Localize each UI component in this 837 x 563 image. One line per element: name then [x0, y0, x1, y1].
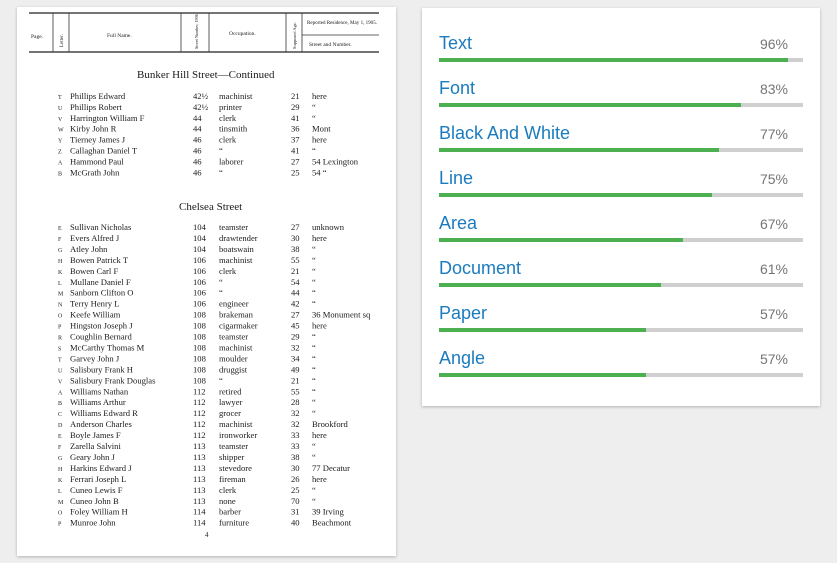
table-row — [58, 441, 316, 451]
row-letter: S — [58, 346, 62, 353]
row-name: Coughlin Bernard — [70, 331, 132, 342]
row-residence: “ — [312, 342, 316, 353]
row-residence: “ — [312, 375, 316, 386]
row-occupation: druggist — [219, 364, 248, 375]
table-row — [58, 146, 316, 156]
row-age: 29 — [291, 331, 300, 342]
row-residence: here — [312, 430, 327, 441]
section-title-bunker-hill: Bunker Hill Street—Continued — [137, 69, 275, 81]
label-name[interactable]: Area — [439, 213, 478, 233]
row-residence: “ — [312, 265, 316, 276]
row-street-number: 104 — [193, 243, 206, 254]
row-letter: R — [58, 335, 63, 342]
row-age: 26 — [291, 473, 300, 484]
row-street-number: 108 — [193, 364, 206, 375]
row-street-number: 113 — [193, 462, 206, 473]
row-residence: unknown — [312, 222, 344, 232]
row-letter: F — [58, 236, 62, 243]
table-row — [58, 332, 316, 342]
bunker-hill-rows — [58, 91, 359, 177]
table-row — [58, 518, 352, 528]
table-row — [58, 507, 344, 517]
row-letter: L — [58, 280, 62, 287]
row-age: 32 — [291, 408, 300, 419]
row-letter: H — [58, 466, 63, 473]
row-name: Salisbury Frank Douglas — [70, 375, 156, 386]
table-row — [58, 485, 316, 495]
row-occupation: printer — [219, 101, 242, 112]
row-name: Williams Arthur — [70, 397, 126, 408]
row-name: Sullivan Nicholas — [70, 222, 132, 232]
table-row — [58, 430, 327, 440]
row-name: Atley John — [70, 243, 108, 254]
table-row — [58, 452, 316, 462]
row-residence: “ — [312, 441, 316, 451]
row-occupation: cigarmaker — [219, 320, 258, 331]
row-name: Terry Henry L — [70, 298, 120, 309]
row-occupation: brakeman — [219, 309, 253, 320]
row-occupation: “ — [219, 375, 223, 386]
row-street-number: 106 — [193, 254, 206, 265]
row-letter: H — [58, 258, 63, 265]
row-age: 37 — [291, 134, 300, 145]
table-row — [58, 474, 327, 484]
row-occupation: lawyer — [219, 397, 243, 408]
row-name: Bowen Patrick T — [70, 254, 129, 265]
row-street-number: 113 — [193, 451, 206, 462]
row-occupation: teamster — [219, 331, 249, 342]
row-occupation: machinist — [219, 91, 253, 101]
row-name: Cuneo Lewis F — [70, 484, 123, 495]
table-row — [58, 342, 316, 352]
table-row — [58, 419, 349, 429]
label-name[interactable]: Text — [439, 33, 473, 53]
label-name[interactable]: Black And White — [439, 123, 571, 143]
row-letter: V — [58, 116, 63, 123]
row-letter: P — [58, 324, 62, 331]
row-street-number: 108 — [193, 331, 206, 342]
row-residence: Brookford — [312, 419, 348, 430]
row-age: 29 — [291, 101, 300, 112]
row-name: Phillips Robert — [70, 101, 122, 112]
row-age: 27 — [291, 156, 300, 167]
row-street-number: 108 — [193, 342, 206, 353]
row-street-number: 46 — [193, 145, 202, 156]
row-letter: B — [58, 401, 63, 408]
table-row — [58, 91, 327, 101]
row-street-number: 104 — [193, 232, 206, 243]
row-age: 42 — [291, 298, 300, 309]
row-name: Salisbury Frank H — [70, 364, 134, 375]
row-name: Williams Edward R — [70, 408, 138, 419]
row-name: Harkins Edward J — [70, 462, 132, 473]
row-occupation: barber — [219, 506, 241, 517]
table-row — [58, 222, 345, 232]
table-row — [58, 310, 371, 320]
col-age-header: Supposed Age. — [292, 22, 297, 49]
row-occupation: clerk — [219, 265, 237, 276]
row-occupation: none — [219, 495, 236, 506]
row-street-number: 108 — [193, 320, 206, 331]
row-occupation: “ — [219, 167, 223, 178]
label-name[interactable]: Angle — [439, 348, 486, 368]
row-occupation: clerk — [219, 112, 237, 123]
table-row — [58, 496, 316, 506]
row-letter: U — [58, 105, 63, 112]
table-row — [58, 102, 316, 112]
row-name: Hammond Paul — [70, 156, 124, 167]
row-residence: here — [312, 232, 327, 243]
row-letter: T — [58, 95, 62, 101]
row-street-number: 44 — [193, 112, 202, 123]
row-street-number: 106 — [193, 276, 206, 287]
table-row — [58, 277, 316, 287]
label-score: 75% — [759, 171, 788, 187]
row-letter: M — [58, 291, 64, 298]
document-image — [17, 7, 396, 556]
label-score: 57% — [759, 351, 788, 367]
row-residence: “ — [312, 145, 316, 156]
table-row — [58, 288, 316, 298]
row-age: 21 — [291, 91, 300, 101]
label-item[interactable] — [439, 98, 803, 143]
row-occupation: tinsmith — [219, 123, 248, 134]
row-age: 34 — [291, 353, 300, 364]
row-residence: here — [312, 134, 327, 145]
row-age: 25 — [291, 167, 300, 178]
table-row — [58, 124, 331, 134]
table-row — [58, 167, 327, 177]
row-street-number: 113 — [193, 441, 206, 451]
row-street-number: 108 — [193, 353, 206, 364]
row-age: 38 — [291, 451, 300, 462]
row-street-number: 44 — [193, 123, 202, 134]
row-age: 33 — [291, 441, 300, 451]
row-name: Harrington William F — [70, 112, 145, 123]
row-letter: P — [58, 521, 62, 528]
row-age: 40 — [291, 517, 300, 528]
row-name: Tierney James J — [70, 134, 126, 145]
row-letter: F — [58, 445, 62, 451]
row-letter: A — [58, 390, 63, 397]
row-street-number: 112 — [193, 408, 206, 419]
label-results-panel — [422, 8, 820, 406]
row-occupation: ironworker — [219, 430, 258, 441]
row-street-number: 106 — [193, 265, 206, 276]
row-residence: “ — [312, 484, 316, 495]
row-occupation: fireman — [219, 473, 246, 484]
row-age: 41 — [291, 145, 300, 156]
row-name: Bowen Carl F — [70, 265, 119, 276]
row-letter: Y — [58, 138, 63, 145]
row-street-number: 106 — [193, 287, 206, 298]
table-row — [58, 386, 316, 396]
col-street-number-header: Street Number, 1906 — [194, 14, 199, 49]
row-letter: N — [58, 302, 63, 309]
row-name: Phillips Edward — [70, 91, 126, 101]
label-item[interactable] — [439, 323, 803, 368]
row-age: 33 — [291, 430, 300, 441]
row-age: 55 — [291, 386, 300, 397]
row-street-number: 114 — [193, 506, 206, 517]
score-bar — [439, 373, 803, 377]
table-row — [58, 156, 359, 166]
row-name: Munroe John — [70, 517, 116, 528]
row-occupation: boatswain — [219, 243, 254, 254]
row-occupation: shipper — [219, 451, 245, 462]
row-street-number: 112 — [193, 430, 206, 441]
row-street-number: 106 — [193, 298, 206, 309]
row-letter: G — [58, 247, 63, 254]
row-name: Geary John J — [70, 451, 115, 462]
row-street-number: 46 — [193, 156, 202, 167]
label-item[interactable] — [439, 143, 803, 188]
label-score: 77% — [759, 126, 788, 142]
row-age: 55 — [291, 254, 300, 265]
row-name: Zarella Salvini — [70, 441, 121, 451]
row-residence: “ — [312, 353, 316, 364]
row-occupation: teamster — [219, 441, 249, 451]
row-residence: 77 Decatur — [312, 462, 350, 473]
row-letter: M — [58, 499, 64, 506]
table-row — [58, 299, 316, 309]
row-age: 70 — [291, 495, 300, 506]
row-age: 27 — [291, 222, 300, 232]
row-street-number: 112 — [193, 397, 206, 408]
row-residence: 39 Irving — [312, 506, 344, 517]
row-name: Hingston Joseph J — [70, 320, 133, 331]
row-name: Boyle James F — [70, 430, 121, 441]
row-name: McGrath John — [70, 167, 120, 178]
row-occupation: drawtender — [219, 232, 258, 243]
label-name[interactable]: Paper — [439, 303, 488, 323]
table-row — [58, 375, 316, 385]
row-residence: 54 “ — [312, 167, 327, 178]
scanned-page — [17, 7, 396, 556]
label-score: 67% — [759, 216, 788, 232]
table-row — [58, 463, 350, 473]
label-name[interactable]: Line — [439, 168, 474, 188]
row-letter: V — [58, 379, 63, 386]
row-street-number: 113 — [193, 473, 206, 484]
row-age: 30 — [291, 462, 300, 473]
row-letter: K — [58, 269, 63, 276]
row-letter: Z — [58, 149, 62, 156]
row-letter: T — [58, 357, 62, 364]
section-title-chelsea: Chelsea Street — [179, 201, 243, 213]
row-name: Sanborn Clifton O — [70, 287, 134, 298]
row-occupation: machinist — [219, 254, 253, 265]
row-letter: O — [58, 313, 63, 320]
row-name: Evers Alfred J — [70, 232, 120, 243]
row-name: Keefe William — [70, 309, 121, 320]
row-letter: K — [58, 477, 63, 484]
table-row — [58, 397, 316, 407]
row-name: Foley William H — [70, 506, 128, 517]
row-occupation: retired — [219, 386, 242, 397]
table-row — [58, 135, 327, 145]
label-score: 96% — [759, 36, 788, 52]
row-age: 45 — [291, 320, 300, 331]
label-item[interactable] — [439, 278, 803, 323]
label-name[interactable]: Document — [439, 258, 522, 278]
row-street-number: 42½ — [193, 91, 209, 101]
row-residence: 36 Monument sq — [312, 309, 371, 320]
row-letter: E — [58, 226, 62, 232]
table-row — [58, 233, 327, 243]
row-street-number: 114 — [193, 517, 206, 528]
row-residence: “ — [312, 112, 316, 123]
row-residence: here — [312, 320, 327, 331]
row-letter: G — [58, 455, 63, 462]
row-age: 30 — [291, 232, 300, 243]
table-row — [58, 244, 316, 254]
row-residence: here — [312, 91, 327, 101]
row-name: Anderson Charles — [70, 419, 132, 430]
row-name: Callaghan Daniel T — [70, 145, 138, 156]
row-street-number: 46 — [193, 167, 202, 178]
label-score: 57% — [759, 306, 788, 322]
table-row — [58, 364, 316, 374]
row-occupation: “ — [219, 276, 223, 287]
row-age: 54 — [291, 276, 300, 287]
row-age: 28 — [291, 397, 300, 408]
row-age: 32 — [291, 342, 300, 353]
row-residence: 54 Lexington — [312, 156, 359, 167]
row-name: Mullane Daniel F — [70, 276, 131, 287]
row-residence: “ — [312, 397, 316, 408]
table-row — [58, 266, 316, 276]
row-age: 31 — [291, 506, 300, 517]
row-residence: “ — [312, 495, 316, 506]
row-letter: C — [58, 412, 63, 419]
row-letter: U — [58, 368, 63, 375]
table-row — [58, 353, 316, 363]
table-row — [58, 255, 316, 265]
row-residence: Beachmont — [312, 517, 352, 528]
label-item[interactable] — [439, 8, 803, 53]
col-residence-header: Reported Residence, May 1, 1905. — [307, 20, 378, 26]
row-age: 44 — [291, 287, 300, 298]
row-residence: “ — [312, 276, 316, 287]
page-number: 4 — [205, 531, 209, 539]
row-age: 49 — [291, 364, 300, 375]
row-residence: “ — [312, 254, 316, 265]
row-residence: “ — [312, 451, 316, 462]
row-residence: “ — [312, 364, 316, 375]
row-name: Garvey John J — [70, 353, 120, 364]
col-letter-header: Letter. — [60, 34, 65, 47]
col-name-header: Full Name. — [107, 33, 132, 39]
row-occupation: laborer — [219, 156, 244, 167]
row-occupation: stevedore — [219, 462, 252, 473]
row-residence: here — [312, 473, 327, 484]
row-occupation: “ — [219, 145, 223, 156]
row-street-number: 112 — [193, 419, 206, 430]
row-letter: E — [58, 434, 62, 441]
row-residence: “ — [312, 101, 316, 112]
row-name: Williams Nathan — [70, 386, 129, 397]
row-letter: D — [58, 423, 63, 430]
row-occupation: teamster — [219, 222, 249, 232]
row-occupation: moulder — [219, 353, 248, 364]
row-letter: A — [58, 160, 63, 167]
row-age: 21 — [291, 375, 300, 386]
col-occupation-header: Occupation. — [229, 31, 256, 37]
row-name: Ferrari Joseph L — [70, 473, 127, 484]
label-name[interactable]: Font — [439, 78, 476, 98]
row-residence: “ — [312, 386, 316, 397]
row-street-number: 42½ — [193, 101, 209, 112]
row-street-number: 108 — [193, 375, 206, 386]
row-occupation: clerk — [219, 134, 237, 145]
score-bar-fill — [439, 373, 646, 377]
row-street-number: 113 — [193, 484, 206, 495]
row-age: 41 — [291, 112, 300, 123]
table-row — [58, 113, 316, 123]
label-score: 83% — [759, 81, 788, 97]
row-age: 27 — [291, 309, 300, 320]
label-item[interactable] — [439, 188, 803, 233]
row-occupation: grocer — [219, 408, 241, 419]
row-name: McCarthy Thomas M — [70, 342, 145, 353]
row-age: 36 — [291, 123, 300, 134]
row-residence: Mont — [312, 123, 331, 134]
row-name: Kirby John R — [70, 123, 117, 134]
row-age: 32 — [291, 419, 300, 430]
row-street-number: 108 — [193, 309, 206, 320]
row-age: 25 — [291, 484, 300, 495]
row-occupation: furniture — [219, 517, 250, 528]
row-residence: “ — [312, 408, 316, 419]
row-occupation: machinist — [219, 419, 253, 430]
chelsea-rows — [58, 222, 371, 528]
row-residence: “ — [312, 331, 316, 342]
row-street-number: 113 — [193, 495, 206, 506]
row-occupation: clerk — [219, 484, 237, 495]
row-street-number: 112 — [193, 386, 206, 397]
row-occupation: machinist — [219, 342, 253, 353]
col-street-and-number-header: Street and Number. — [309, 42, 352, 48]
label-item[interactable] — [439, 233, 803, 278]
row-street-number: 46 — [193, 134, 202, 145]
row-name: Cuneo John B — [70, 495, 119, 506]
row-letter: W — [58, 127, 64, 134]
row-letter: B — [58, 171, 63, 178]
row-occupation: engineer — [219, 298, 249, 309]
row-letter: L — [58, 488, 62, 495]
row-residence: “ — [312, 298, 316, 309]
row-street-number: 104 — [193, 222, 206, 232]
table-row — [58, 408, 316, 418]
col-page-header: Page. — [31, 34, 44, 40]
row-letter: O — [58, 510, 63, 517]
row-occupation: “ — [219, 287, 223, 298]
row-age: 21 — [291, 265, 300, 276]
row-residence: “ — [312, 287, 316, 298]
table-row — [58, 321, 327, 331]
label-item[interactable] — [439, 53, 803, 98]
label-score: 61% — [759, 261, 788, 277]
row-residence: “ — [312, 243, 316, 254]
row-age: 38 — [291, 243, 300, 254]
